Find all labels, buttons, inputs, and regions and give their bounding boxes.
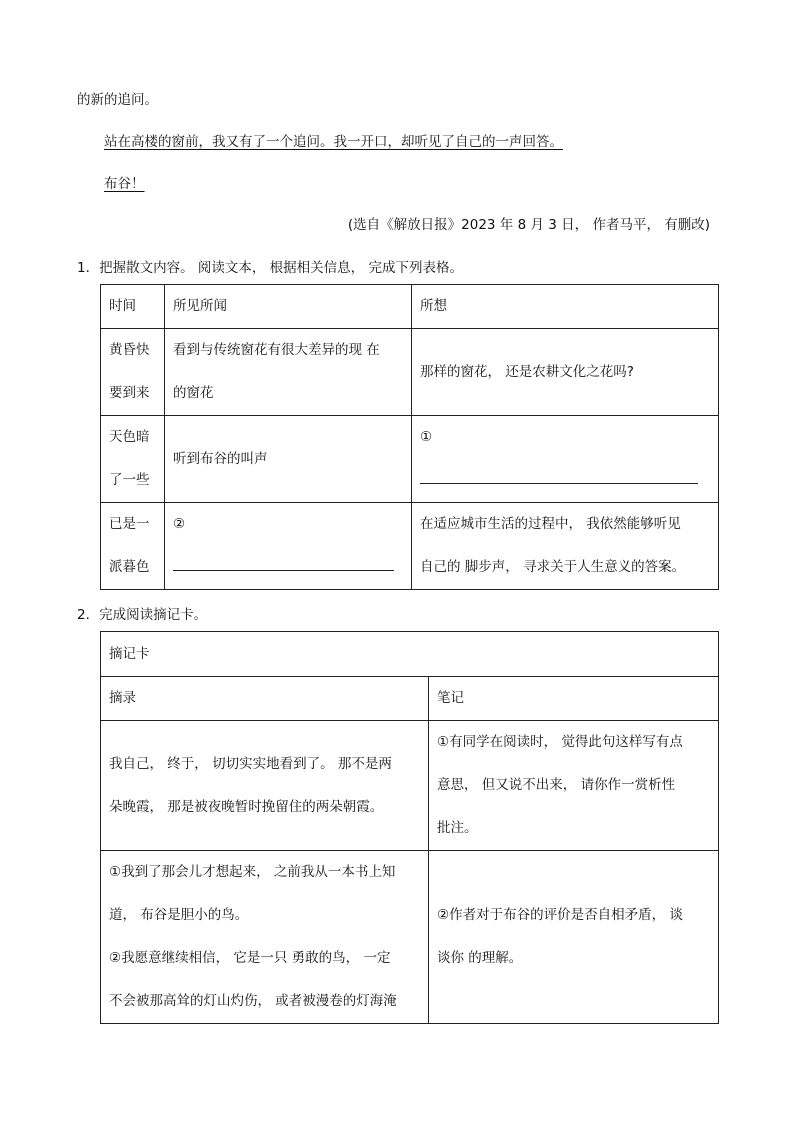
question-1-prompt: 1．把握散文内容。 阅读文本， 根据相关信息， 完成下列表格。: [77, 260, 463, 276]
text-paragraph: 站在高楼的窗前，我又有了一个追问。我一开口，却听见了自己的一声回答。: [104, 134, 563, 150]
time-cell: 黄昏快 要到来: [101, 329, 165, 416]
note-cell: ②作者对于布谷的评价是否自相矛盾， 谈 谈你 的理解。: [429, 851, 719, 1024]
card-row: [101, 721, 719, 851]
card-row: [101, 851, 719, 1024]
thought-cell: 在适应城市生活的过程中， 我依然能够听见 自己的 脚步声， 寻求关于人生意义的答案。: [412, 503, 719, 590]
table-row: [101, 416, 719, 503]
table-header-row: [101, 285, 719, 329]
table-row: [101, 329, 719, 416]
header-time: 时间: [101, 285, 165, 329]
time-cell: 天色暗 了一些: [101, 416, 165, 503]
table-row: [101, 503, 719, 590]
excerpt-cell: 我自己， 终于， 切切实实地看到了。 那不是两 朵晚霞， 那是被夜晚暂时挽留住的两朵朝霞。: [101, 721, 429, 851]
seen-cell: 看到与传统窗花有很大差异的现 在 的窗花: [165, 329, 412, 416]
card-title-row: [101, 632, 719, 677]
header-excerpt: 摘录: [101, 677, 429, 721]
source-citation: (选自《解放日报》2023 年 8 月 3 日， 作者马平， 有删改): [347, 217, 710, 233]
reading-card-table: [100, 631, 719, 1024]
text-exclamation: 布谷！: [104, 176, 145, 192]
header-notes: 笔记: [429, 677, 719, 721]
question-2-prompt: 2．完成阅读摘记卡。: [77, 607, 208, 623]
seen-cell: 听到布谷的叫声: [165, 416, 412, 503]
excerpt-cell: ①我到了那会儿才想起来， 之前我从一本书上知 道， 布谷是胆小的鸟。 ②我愿意继续相信， 它是一只 勇敢的鸟， 一定 不会被那高耸的灯山灼伤， 或者被漫卷的灯海淹: [101, 851, 429, 1024]
answer-blank-2[interactable]: ②: [165, 503, 412, 590]
time-cell: 已是一 派暮色: [101, 503, 165, 590]
note-cell: ①有同学在阅读时， 觉得此句这样写有点 意思， 但又说不出来， 请你作一赏析性 批注。: [429, 721, 719, 851]
question-1-table: [100, 284, 719, 590]
header-seen: 所见所闻: [165, 285, 412, 329]
answer-blank-1[interactable]: ①: [412, 416, 719, 503]
header-thought: 所想: [412, 285, 719, 329]
card-header-row: [101, 677, 719, 721]
text-continuation: 的新的追问。: [77, 92, 158, 108]
thought-cell: 那样的窗花， 还是农耕文化之花吗?: [412, 329, 719, 416]
card-title: 摘记卡: [101, 632, 719, 677]
